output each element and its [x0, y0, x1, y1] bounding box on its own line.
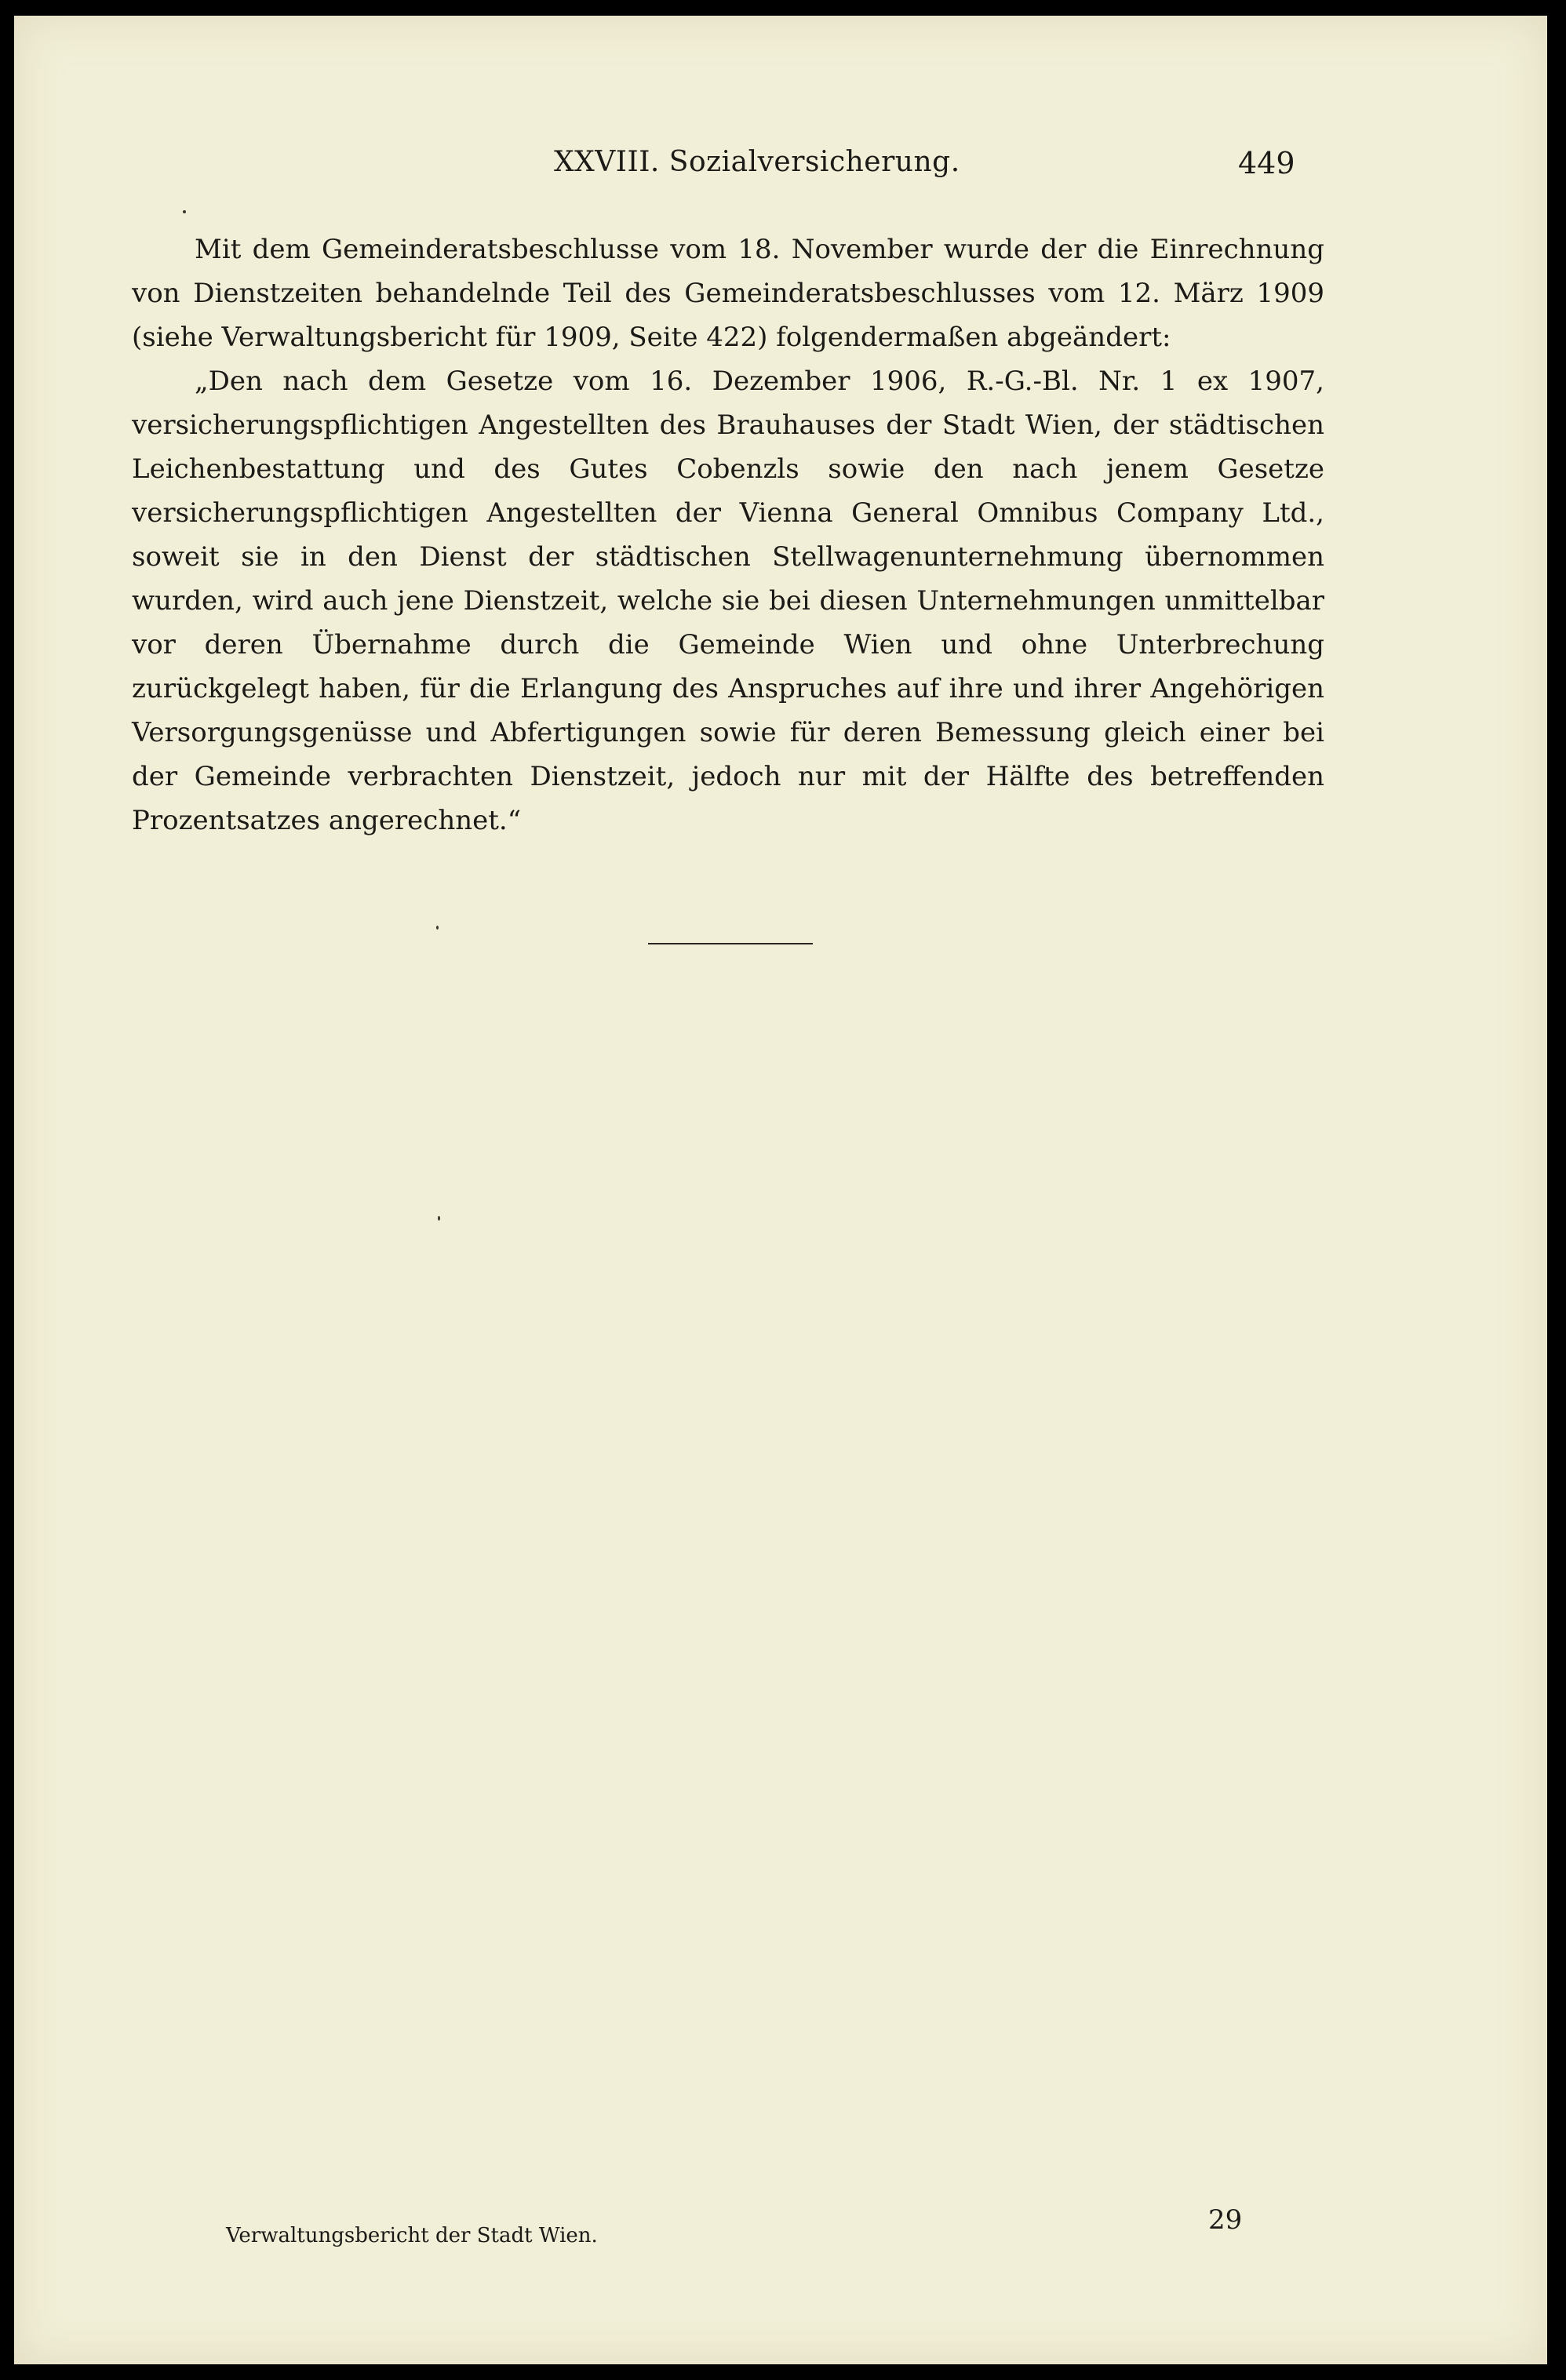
- paragraph-2: „Den nach dem Gesetze vom 16. Dezember 1906, R.-G.-Bl. Nr. 1 ex 1907, versicherungspflichtigen Angestellten des Brauhauses der Stadt Wien, der städtischen Leichenbestattung und des Gutes Cobenzls sowie den nach jenem Gesetze versicherungspflichtigen Angestellten der Vienna General Omnibus Company Ltd., soweit sie in den Dienst der städtischen Stellwagenunternehmung übernommen wurden, wird auch jene Dienstzeit, welche sie bei diesen Unternehmungen unmittelbar vor deren Übernahme durch die Gemeinde Wien und ohne Unterbrechung zurückgelegt haben, für die Erlangung des Anspruches auf ihre und ihrer Angehörigen Versorgungsgenüsse und Abfertigungen sowie für deren Bemessung gleich einer bei der Gemeinde verbrachten Dienstzeit, jedoch nur mit der Hälfte des betreffenden Prozentsatzes angerechnet.“: [132, 366, 1324, 836]
- page-number: 449: [1238, 146, 1295, 180]
- paragraph-1: Mit dem Gemeinderatsbeschlusse vom 18. November wurde der die Einrechnung von Dienstzeiten behandelnde Teil des Gemeinderatsbeschlusses vom 12. März 1909 (siehe Verwaltungsbericht für 1909, Seite 422) folgendermaßen abgeändert:: [132, 234, 1324, 353]
- document-page: [14, 16, 1547, 2364]
- page-header: [14, 146, 1547, 185]
- running-head: XXVIII. Sozialversicherung.: [554, 146, 960, 178]
- footer-source: Verwaltungsbericht der Stadt Wien.: [226, 2224, 598, 2247]
- body-text: [132, 227, 1324, 842]
- signature-mark: 29: [1208, 2204, 1243, 2236]
- section-divider: [648, 943, 813, 944]
